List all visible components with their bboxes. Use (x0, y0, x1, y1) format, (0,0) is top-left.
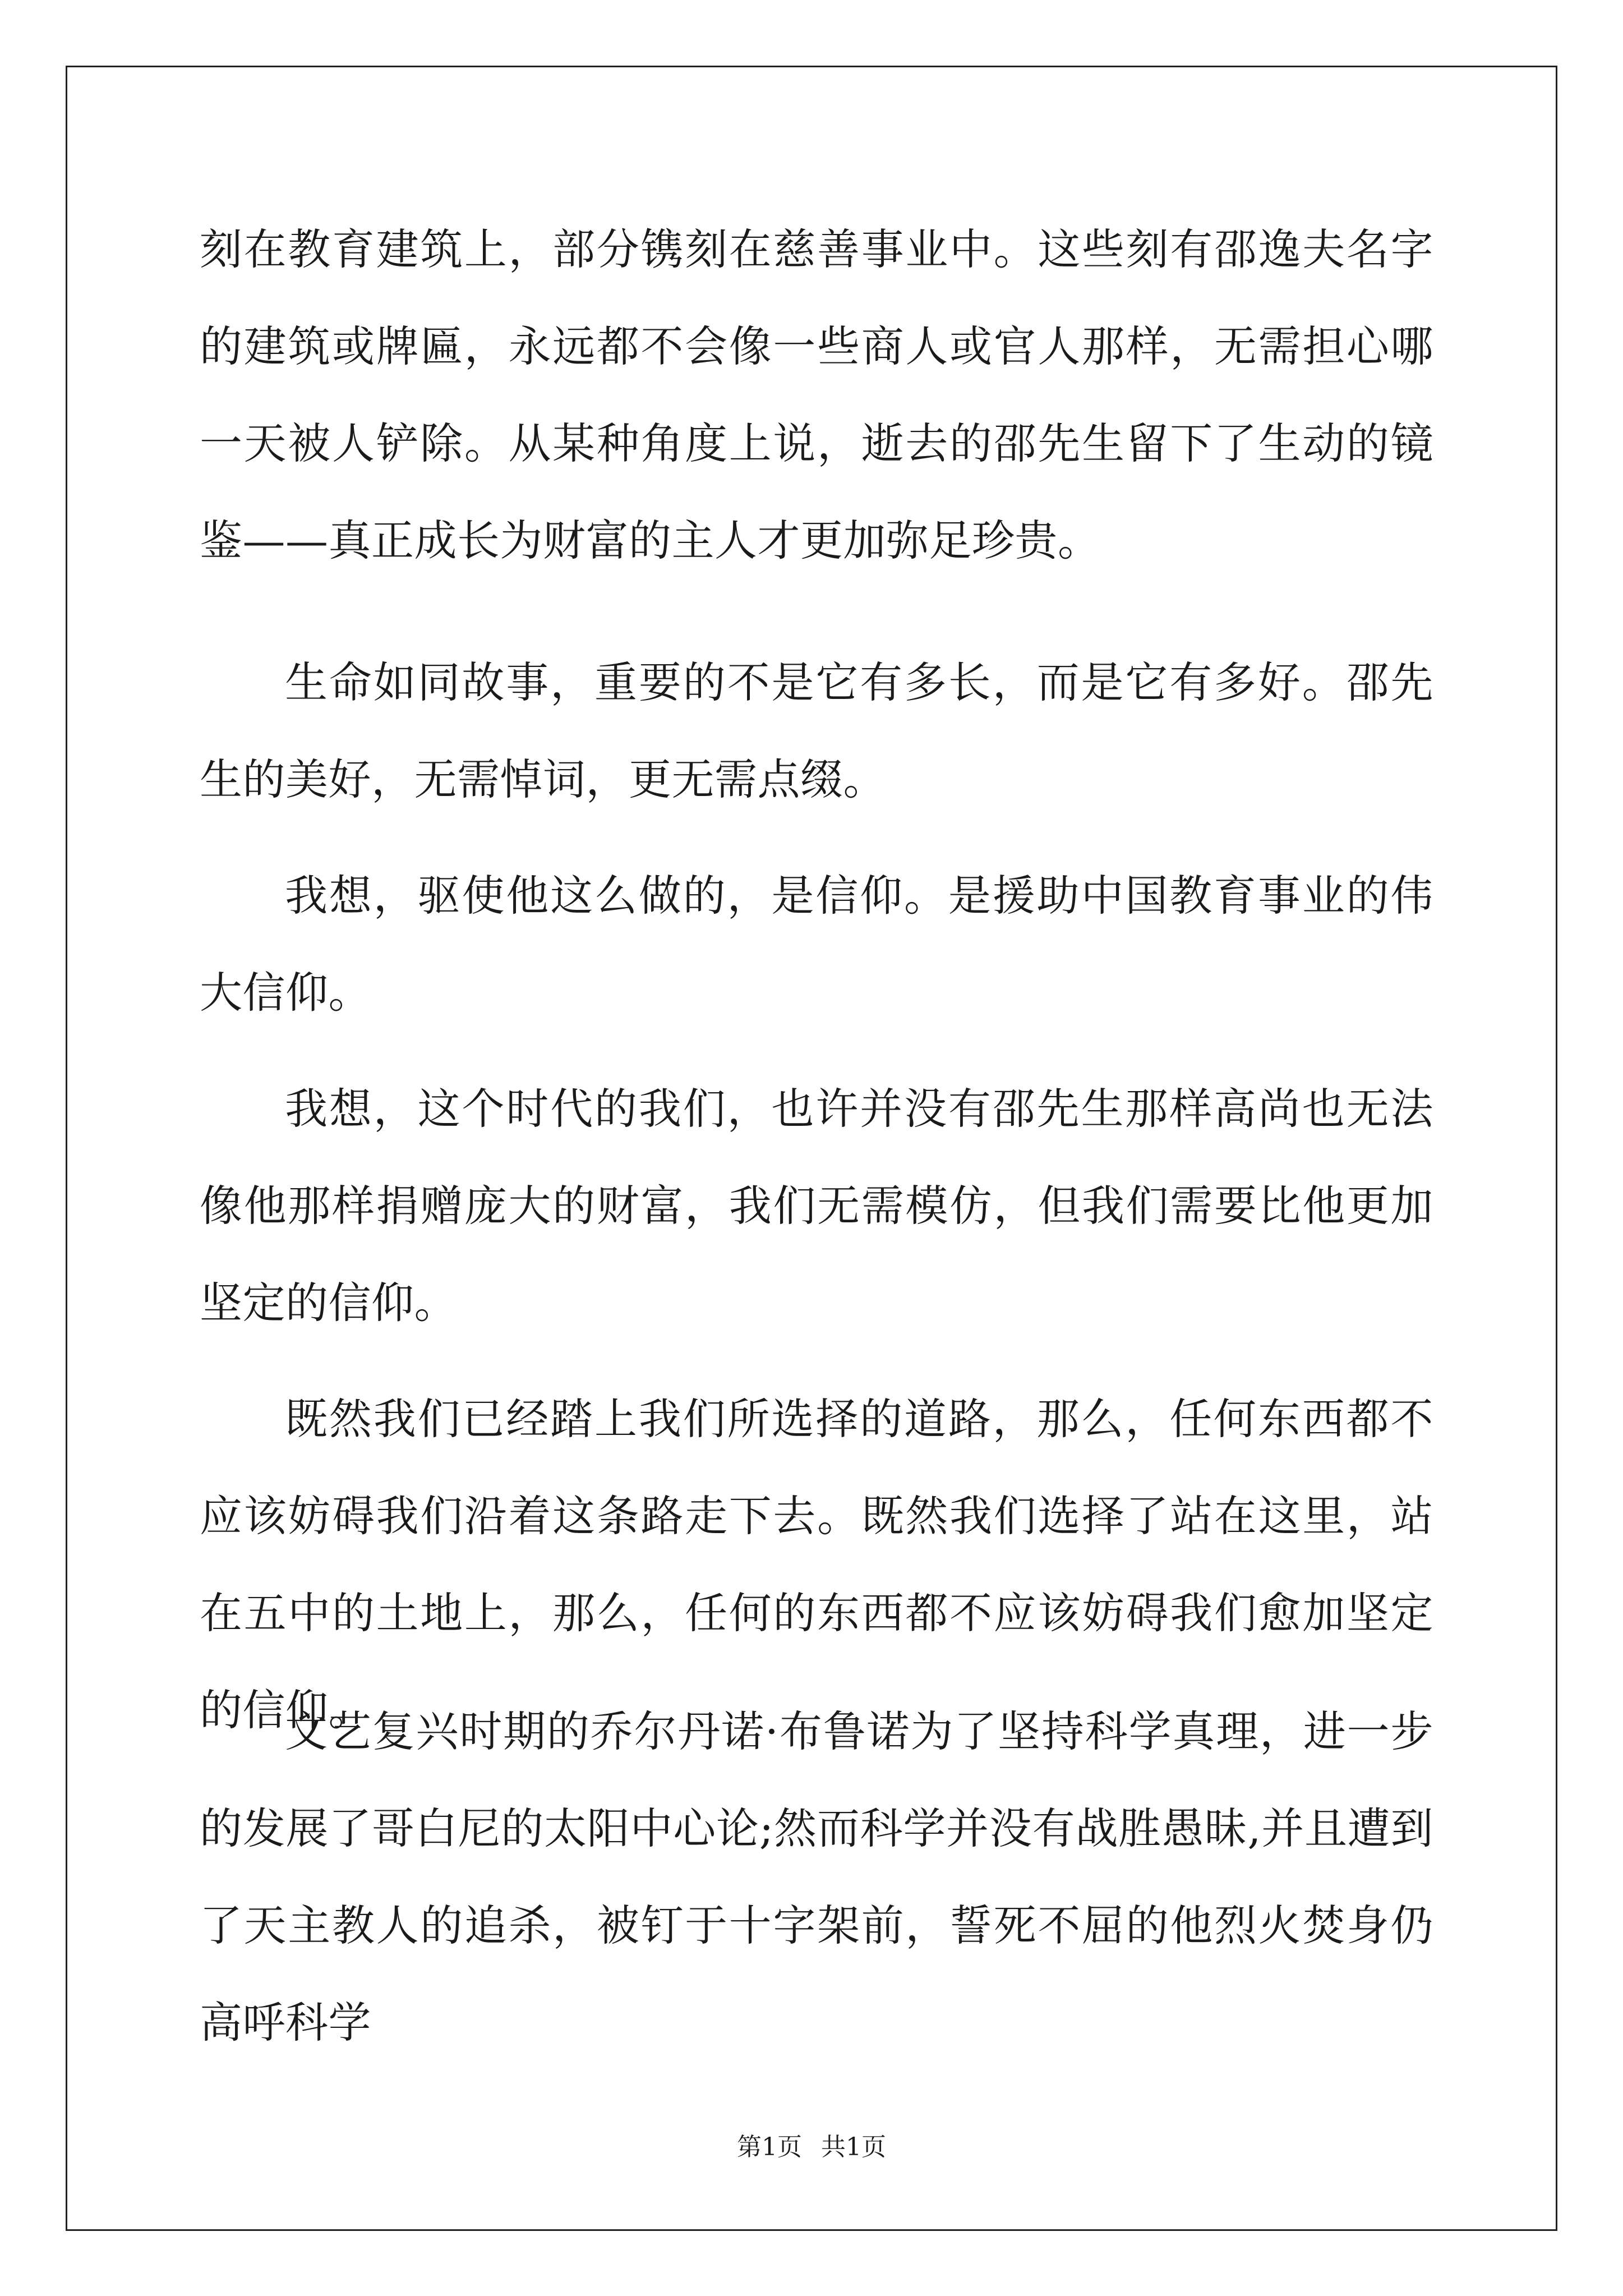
page-footer (0, 2131, 1623, 2164)
paragraph-1: 刻在教育建筑上，部分镌刻在慈善事业中。这些刻有邵逸夫名字的建筑或牌匾，永远都不会像一些商人或官人那样，无需担心哪一天被人铲除。从某种角度上说，逝去的邵先生留下了生动的镜鉴——真正成长为财富的主人才更加弥足珍贵。 (200, 224, 1433, 565)
page-total: 共1页 (821, 2133, 886, 2161)
paragraph-6: 文艺复兴时期的乔尔丹诺·布鲁诺为了坚持科学真理，进一步的发展了哥白尼的太阳中心论;然而科学并没有战胜愚昧,并且遭到了天主教人的追杀，被钉于十字架前，誓死不屈的他烈火焚身仍高呼科学 (200, 1706, 1433, 2047)
paragraph-4: 我想，这个时代的我们，也许并没有邵先生那样高尚也无法像他那样捐赠庞大的财富，我们无需模仿，但我们需要比他更加坚定的信仰。 (200, 1084, 1433, 1328)
paragraph-2: 生命如同故事，重要的不是它有多长，而是它有多好。邵先生的美好，无需悼词，更无需点缀。 (200, 657, 1433, 804)
paragraph-5: 既然我们已经踏上我们所选择的道路，那么，任何东西都不应该妨碍我们沿着这条路走下去。既然我们选择了站在这里，站在五中的土地上，那么，任何的东西都不应该妨碍我们愈加坚定的信仰。 (200, 1394, 1433, 1735)
page-number: 第1页 (737, 2133, 802, 2161)
paragraph-3: 我想，驱使他这么做的，是信仰。是援助中国教育事业的伟大信仰。 (200, 871, 1433, 1018)
